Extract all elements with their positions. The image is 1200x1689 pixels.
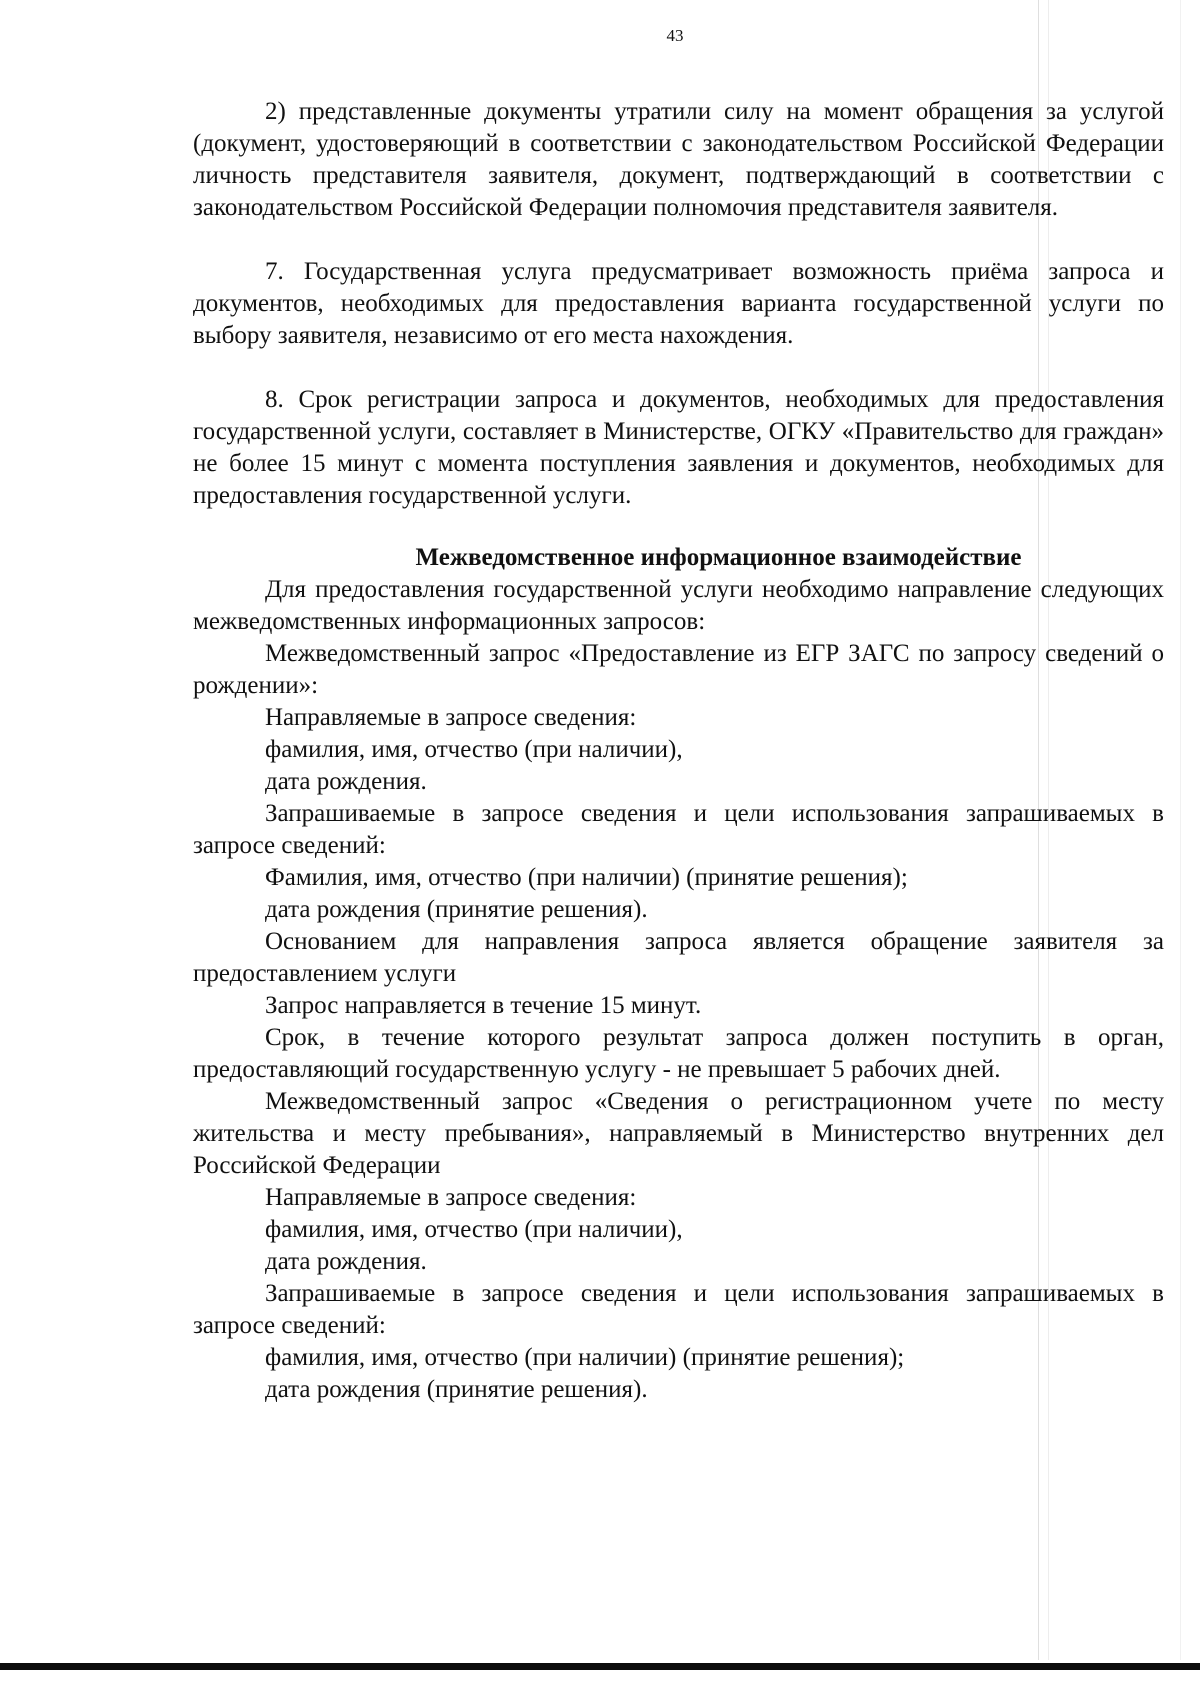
request-2-requested-item: фамилия, имя, отчество (при наличии) (принятие решения); [265,1344,905,1371]
request-1-deadline: Срок, в течение которого результат запроса должен поступить в орган, предоставляющий государственную услугу - не превышает 5 рабочих дней. [193,1024,1164,1083]
page-number: 43 [666,26,684,45]
document-body [193,96,1164,1406]
request-2-requested-label: Запрашиваемые в запросе сведения и цели использования запрашиваемых в запросе сведений: [193,1280,1164,1339]
request-1-requested-item: Фамилия, имя, отчество (при наличии) (принятие решения); [265,864,908,891]
request-1-sent-item: дата рождения. [265,768,427,795]
request-2-title: Межведомственный запрос «Сведения о регистрационном учете по месту жительства и месту пребывания», направляемый в Министерство внутренних дел Российской Федерации [193,1088,1164,1179]
paragraph-2: 2) представленные документы утратили силу на момент обращения за услугой (документ, удостоверяющий в соответствии с законодательством Российской Федерации личность представителя заявителя, документ, подтверждающий в соответствии с законодательством Российской Федерации полномочия представителя заявителя. [193,98,1164,221]
request-1-basis: Основанием для направления запроса является обращение заявителя за предоставлением услуги [193,928,1164,987]
section-heading: Межведомственное информационное взаимодействие [415,544,1022,571]
request-1-requested-item: дата рождения (принятие решения). [265,896,648,923]
request-2-requested-item: дата рождения (принятие решения). [265,1376,648,1403]
paragraph-7: 7. Государственная услуга предусматривает возможность приёма запроса и документов, необходимых для предоставления варианта государственной услуги по выбору заявителя, независимо от его места нахождения. [193,258,1164,349]
request-1-requested-label: Запрашиваемые в запросе сведения и цели использования запрашиваемых в запросе сведений: [193,800,1164,859]
request-2-sent-label: Направляемые в запросе сведения: [265,1184,637,1211]
request-1-title: Межведомственный запрос «Предоставление из ЕГР ЗАГС по запросу сведений о рождении»: [193,640,1164,699]
request-1-sent-item: фамилия, имя, отчество (при наличии), [265,736,683,763]
scan-bottom-edge [0,1663,1200,1670]
request-2-sent-item: фамилия, имя, отчество (при наличии), [265,1216,683,1243]
scan-artifact-line [1180,0,1181,1660]
paragraph-8: 8. Срок регистрации запроса и документов, необходимых для предоставления государственной услуги, составляет в Министерстве, ОГКУ «Правительство для граждан» не более 15 минут с момента поступления заявления и документов, необходимых для предоставления государственной услуги. [193,386,1164,509]
request-1-timing: Запрос направляется в течение 15 минут. [265,992,702,1019]
request-1-sent-label: Направляемые в запросе сведения: [265,704,637,731]
request-2-sent-item: дата рождения. [265,1248,427,1275]
section-intro: Для предоставления государственной услуги необходимо направление следующих межведомственных информационных запросов: [193,576,1164,635]
